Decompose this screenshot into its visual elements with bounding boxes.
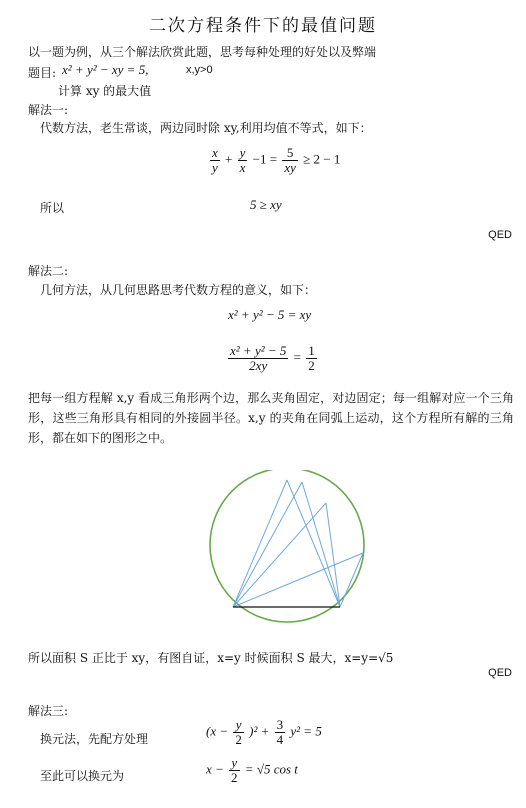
solution3-heading: 解法三:: [28, 704, 69, 718]
circumscribed-circle-figure: [200, 470, 376, 625]
intro-text: 以一题为例，从三个解法欣赏此题，思考每种处理的好处以及弊端: [28, 45, 377, 59]
solution2-heading: 解法二:: [28, 264, 69, 278]
solution3-step1-label: 换元法，先配方处理: [40, 732, 149, 746]
solution1-result: 5 ≥ xy: [250, 197, 282, 212]
problem-equation: x² + y² − xy = 5,: [62, 62, 149, 77]
problem-task: 计算 xy 的最大值: [58, 84, 152, 98]
problem-label: 题目:: [28, 66, 57, 80]
fraction-3-over-4: $\frac{3}{4}$: [276, 717, 284, 747]
fraction-one-half: $\frac{1}{2}$: [308, 343, 315, 373]
solution3-step2-label: 至此可以换元为: [40, 769, 125, 783]
fraction-y-over-2: $\frac{y}{2}$: [235, 717, 242, 747]
solution1-qed: QED: [488, 229, 512, 241]
fraction-y-over-x: $\frac{y}{x}$: [239, 145, 246, 175]
solution1-equation: $\frac{x}{y}$ + $\frac{y}{x}$ −1 = $\frac{5}{xy}$ ≥ 2 − 1: [212, 145, 341, 175]
solution2-conclusion: 所以面积 S 正比于 xy，有图自证，x=y 时候面积 S 最大，x=y=√5: [28, 651, 394, 665]
solution2-paragraph: 把每一组方程解 x,y 看成三角形两个边，那么夹角固定，对边固定；每一组解对应一个三角形，这些三角形具有相同的外接圆半径。x,y 的夹角在同弧上运动，这个方程所有解的三角形，都在如下的图形之中。: [28, 391, 514, 445]
solution2-equation2: $\frac{\text{x² + y² − 5}}{2xy}$ = $\frac{1}{2}$: [230, 343, 315, 373]
triangle-side: [287, 480, 340, 607]
fraction-x-over-y: $\frac{x}{y}$: [212, 145, 218, 175]
solution1-heading: 解法一:: [28, 103, 69, 117]
triangle-side: [233, 503, 326, 607]
solution3-step2-equation: x − $\frac{y}{2}$ = √5 cos t: [206, 755, 298, 785]
solution2-text: 几何方法，从几何思路思考代数方程的意义，如下：: [40, 283, 317, 297]
solution3-step1-equation: (x − $\frac{y}{2}$ )² + $\frac{3}{4}$ y² = 5: [206, 717, 322, 747]
solution1-so-label: 所以: [40, 201, 65, 215]
triangle-side: [233, 482, 302, 607]
fraction-5-over-xy: $\frac{5}{xy}$: [284, 145, 296, 175]
fraction-y-over-2-b: $\frac{y}{2}$: [231, 755, 238, 785]
fraction-cosine-law: $\frac{\text{x² + y² − 5}}{2xy}$: [230, 343, 287, 373]
triangle-side: [302, 482, 340, 607]
solution1-text: 代数方法，老生常谈，两边同时除 xy,利用均值不等式，如下：: [40, 121, 372, 135]
problem-condition: x,y>0: [186, 64, 213, 76]
solution2-qed: QED: [488, 667, 512, 679]
page-title: 二次方程条件下的最值问题: [149, 16, 377, 36]
solution2-equation1: x² + y² − 5 = xy: [228, 307, 312, 322]
